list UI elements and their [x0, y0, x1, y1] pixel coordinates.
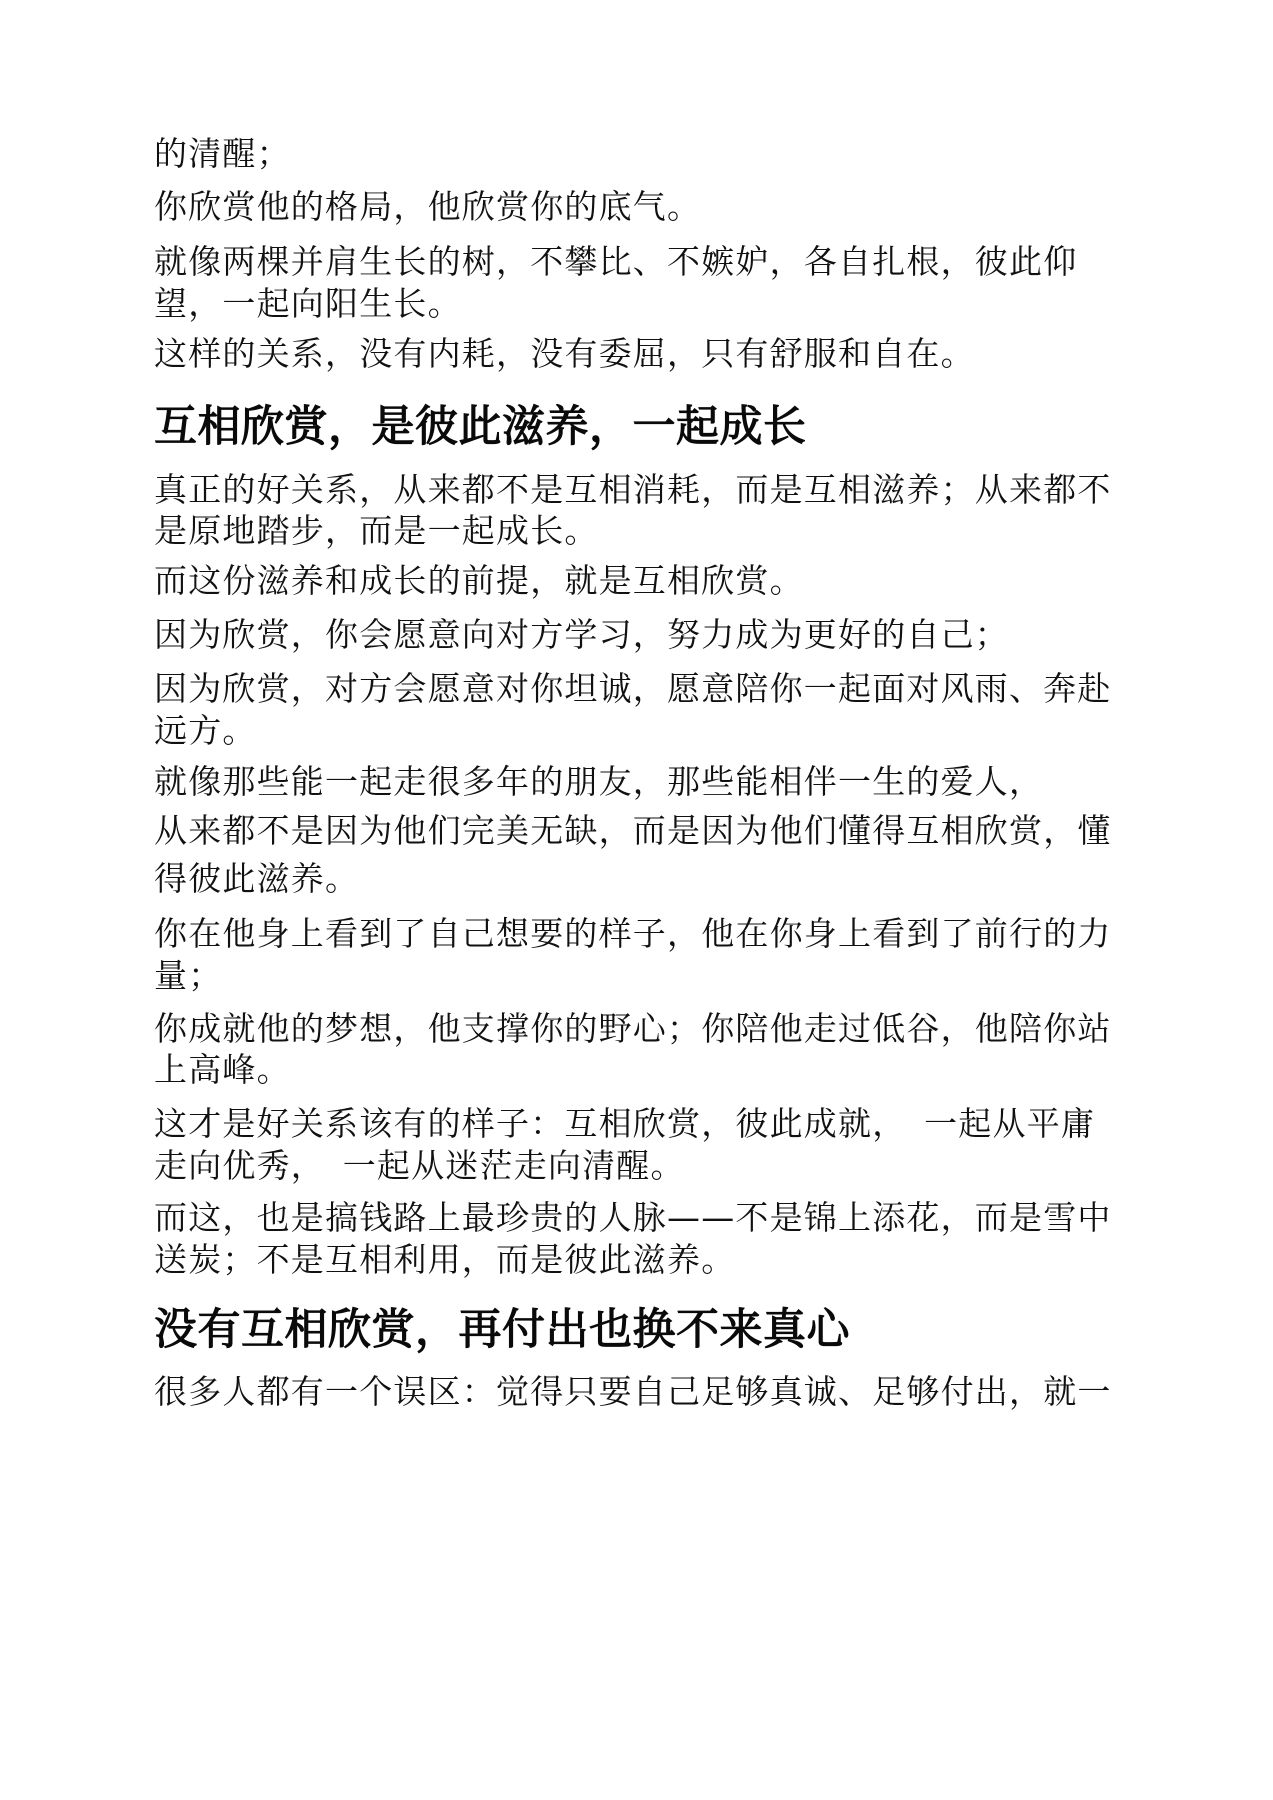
paragraph-line: 是原地踏步，而是一起成长。	[154, 511, 599, 550]
paragraph-line: 上高峰。	[154, 1050, 291, 1089]
paragraph-line: 远方。	[154, 711, 257, 750]
document-page	[154, 0, 1114, 1800]
paragraph-line: 你成就他的梦想，他支撑你的野心；你陪他走过低谷，他陪你站	[154, 1009, 1112, 1048]
section-heading: 互相欣赏，是彼此滋养，一起成长	[154, 402, 807, 452]
paragraph-line: 量；	[154, 956, 223, 995]
paragraph-line: 从来都不是因为他们完美无缺，而是因为他们懂得互相欣赏，懂	[154, 811, 1112, 850]
paragraph-line: 很多人都有一个误区：觉得只要自己足够真诚、足够付出，就一	[154, 1372, 1112, 1411]
paragraph-line: 因为欣赏，你会愿意向对方学习，努力成为更好的自己；	[154, 615, 1009, 654]
section-heading: 没有互相欣赏，再付出也换不来真心	[154, 1305, 850, 1355]
paragraph-line: 就像那些能一起走很多年的朋友，那些能相伴一生的爱人，	[154, 762, 1044, 801]
paragraph-line: 因为欣赏，对方会愿意对你坦诚，愿意陪你一起面对风雨、奔赴	[154, 669, 1112, 708]
paragraph-line: 你在他身上看到了自己想要的样子，他在你身上看到了前行的力	[154, 914, 1112, 953]
paragraph-line: 送炭；不是互相利用，而是彼此滋养。	[154, 1240, 736, 1279]
paragraph-line: 的清醒；	[154, 134, 291, 173]
paragraph-line: 望，一起向阳生长。	[154, 284, 462, 323]
paragraph-line: 走向优秀， 一起从迷茫走向清醒。	[154, 1146, 685, 1185]
paragraph-line: 这样的关系，没有内耗，没有委屈，只有舒服和自在。	[154, 334, 975, 373]
paragraph-line: 而这份滋养和成长的前提，就是互相欣赏。	[154, 561, 804, 600]
paragraph-line: 这才是好关系该有的样子：互相欣赏，彼此成就， 一起从平庸	[154, 1104, 1096, 1143]
paragraph-line: 就像两棵并肩生长的树，不攀比、不嫉妒，各自扎根，彼此仰	[154, 242, 1078, 281]
paragraph-line: 你欣赏他的格局，他欣赏你的底气。	[154, 187, 702, 226]
paragraph-line: 真正的好关系，从来都不是互相消耗，而是互相滋养；从来都不	[154, 470, 1112, 509]
paragraph-line: 得彼此滋养。	[154, 859, 360, 898]
paragraph-line: 而这，也是搞钱路上最珍贵的人脉——不是锦上添花，而是雪中	[154, 1198, 1112, 1237]
